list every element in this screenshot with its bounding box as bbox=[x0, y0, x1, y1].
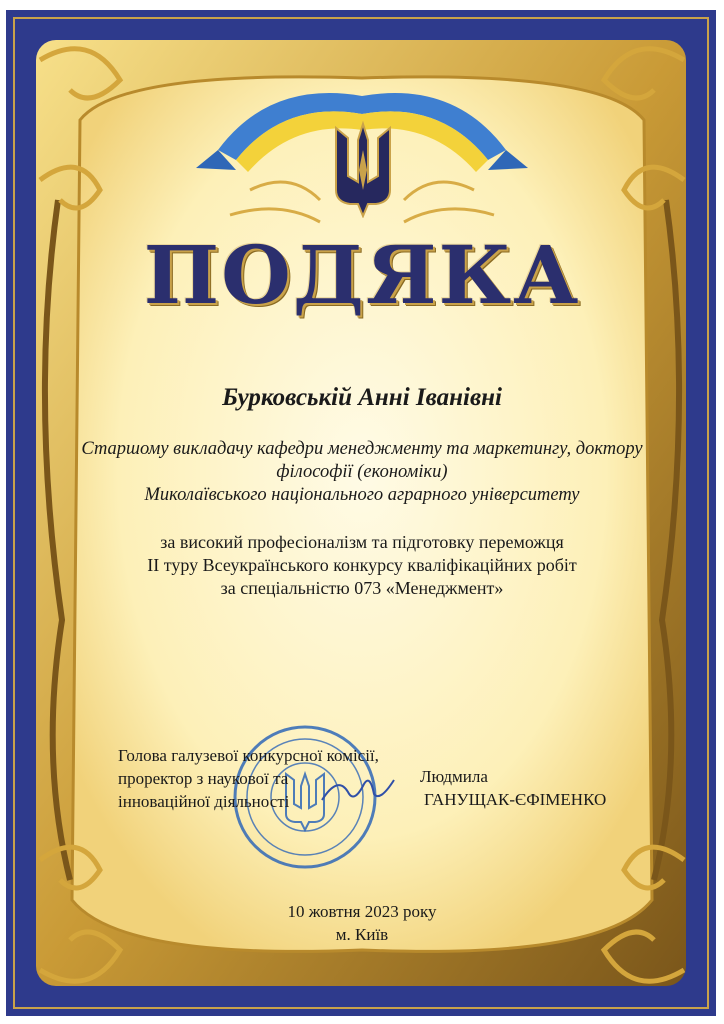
award-reason bbox=[0, 531, 724, 600]
signatory-title bbox=[118, 744, 379, 813]
signatory-last-name: ГАНУЩАК-ЄФІМЕНКО bbox=[424, 790, 607, 809]
signatory-title-line: інноваційної діяльності bbox=[118, 792, 290, 811]
signatory-title-line: проректор з наукової та bbox=[118, 769, 289, 788]
issue-place: м. Київ bbox=[335, 925, 389, 944]
certificate-title: ПОДЯКА bbox=[143, 228, 581, 322]
reason-line: за спеціальністю 073 «Менеджмент» bbox=[220, 578, 504, 598]
signatory-name bbox=[420, 765, 606, 811]
issue-date: 10 жовтня 2023 року bbox=[287, 902, 437, 921]
reason-line: за високий професіоналізм та підготовку переможця bbox=[160, 532, 564, 552]
signatory-first-name: Людмила bbox=[420, 767, 488, 786]
recipient-name: Бурковській Анні Іванівні bbox=[222, 384, 502, 411]
recipient-position bbox=[0, 438, 724, 507]
trident-icon bbox=[332, 120, 394, 218]
position-line: Старшому викладачу кафедри менеджменту та маркетингу, доктору bbox=[81, 439, 643, 459]
position-line: Миколаївського національного аграрного університету bbox=[144, 485, 580, 505]
reason-line: ІІ туру Всеукраїнського конкурсу кваліфікаційних робіт bbox=[147, 555, 577, 575]
issue-date-place bbox=[0, 900, 724, 946]
position-line: філософії (економіки) bbox=[276, 462, 448, 482]
signatory-title-line: Голова галузевої конкурсної комісії, bbox=[118, 746, 379, 765]
